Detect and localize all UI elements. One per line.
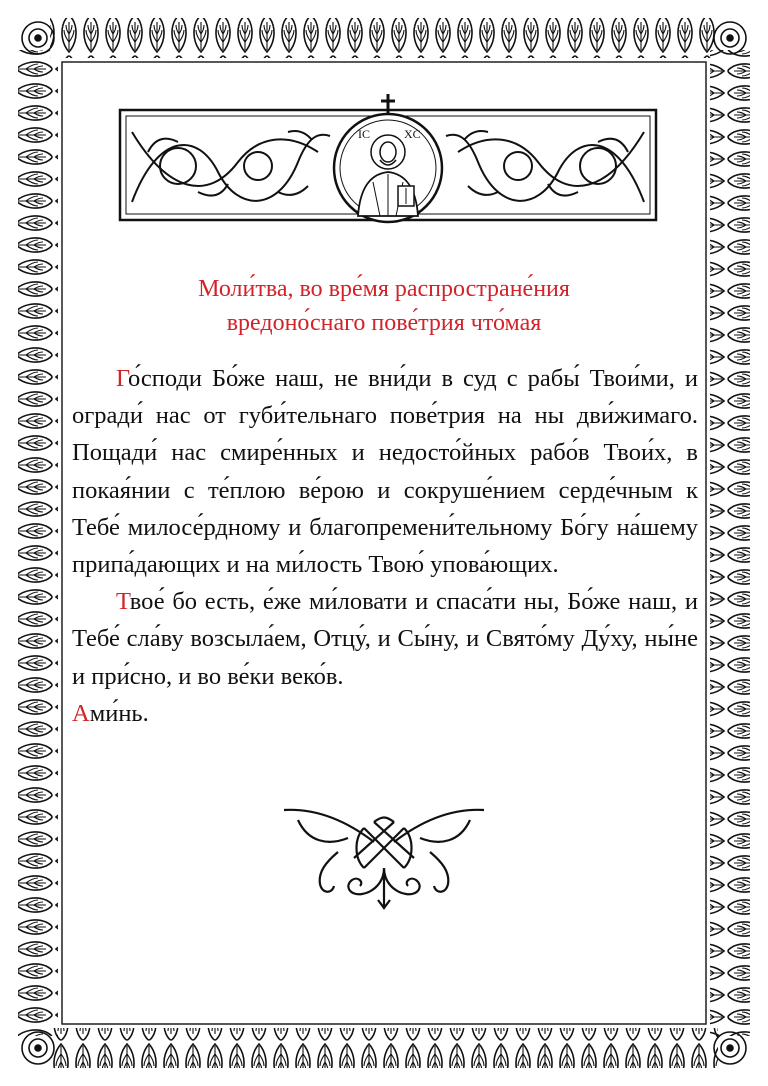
- paragraph-1-text: о́споди Бо́же наш, не вни́ди в суд с рабы́ Твои́ми, и огради́ нас от губи́тельнаго пове́трия на ны дви́жимаго. Пощади́ нас смире́нных и недосто́йных рабо́в Твои́х, в покая́нии с те́плою ве́рою и сокруше́нием серде́чным к Тебе́ милосе́рдному и благопремени́тельному Бо́гу на́шему припа́дающих и на ми́лость Твою́ упова́ющих.: [72, 365, 698, 579]
- paragraph-2-text: вое́ бо есть, е́же ми́ловати и спаса́ти ны, Бо́же наш, и Тебе́ сла́ву возсыла́ем, Отцу́, и Сы́ну, и Свято́му Ду́ху, ны́не и при́сно, и во ве́ки веко́в.: [72, 588, 698, 690]
- tailpiece-knot-ornament: [278, 802, 490, 914]
- initial-letter-g: Г: [116, 365, 129, 392]
- ic-label: IC: [358, 127, 370, 141]
- amen-text: ми́нь.: [89, 699, 149, 727]
- title-line-1: Моли́тва, во вре́мя распростране́ния: [198, 276, 570, 302]
- initial-letter-a: А: [72, 699, 90, 727]
- prayer-paragraph-1: [72, 360, 698, 583]
- headpiece-ornament: [118, 92, 658, 226]
- prayer-title: [90, 272, 678, 340]
- prayer-body: [72, 360, 698, 732]
- initial-letter-t: Т: [116, 588, 130, 616]
- prayer-paragraph-2: [72, 583, 698, 695]
- title-line-2: вредоно́снаго пове́трия что́мая: [226, 310, 542, 336]
- amen-line: [72, 695, 698, 732]
- xc-label: XC: [404, 127, 421, 141]
